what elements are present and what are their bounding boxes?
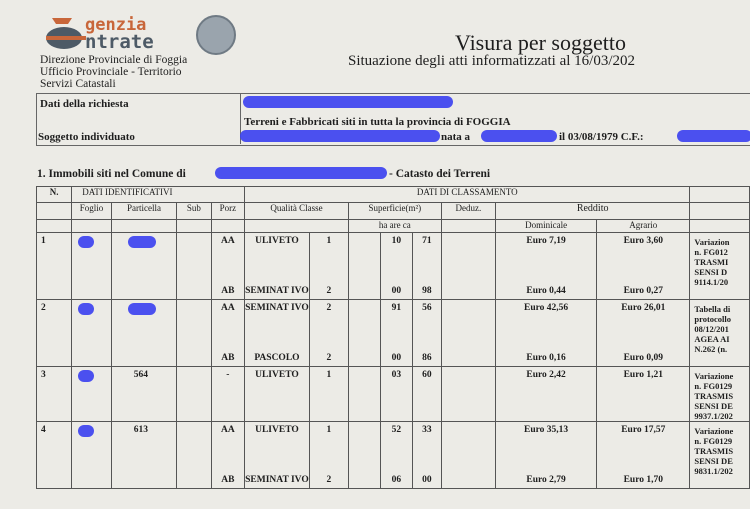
cell-classe: 2: [326, 353, 332, 363]
document-subtitle: Situazione degli atti informatizzati al 16/03/202: [348, 53, 636, 69]
cell-qualita: [245, 233, 310, 300]
cell-deduz: [441, 300, 495, 367]
cell-dominicale: [495, 422, 596, 489]
cell-agrario: [597, 367, 690, 422]
cell-agrario: [597, 233, 690, 300]
header-particella: Particella: [111, 203, 176, 220]
redacted-text: [78, 303, 94, 315]
cell-are: [380, 233, 413, 300]
redacted-text: [677, 130, 750, 142]
table-row: [37, 367, 750, 422]
cell-sub: [177, 367, 211, 422]
cell-n: [37, 233, 72, 300]
header-reddito: Reddito: [495, 203, 689, 220]
cell-particella: [111, 422, 176, 489]
cell-dominicale: [495, 367, 596, 422]
redacted-text: [215, 167, 387, 179]
office-line: Servizi Catastali: [40, 78, 116, 90]
logo-text-entrate: ntrate: [85, 31, 154, 53]
redacted-text: [481, 130, 557, 142]
cell-ca: 98: [422, 286, 432, 296]
cell-particella: [111, 367, 176, 422]
cell-note: [690, 300, 750, 367]
cell-spacer: [348, 300, 380, 367]
cell-agrario: [597, 300, 690, 367]
cell-dominicale: [495, 300, 596, 367]
cell-ca: 86: [422, 353, 432, 363]
header-deduz: Deduz.: [441, 203, 495, 220]
cell-spacer: [348, 367, 380, 422]
cell-are: [380, 367, 413, 422]
row-number: 3: [41, 370, 46, 380]
cell-foglio: [72, 367, 112, 422]
note-text: Variazione n. FG0129 TRASMIS SENSI DE 9831.1/202: [694, 426, 734, 476]
cell-porz: [211, 422, 245, 489]
birthplace-label: nata a: [441, 131, 471, 143]
cell-particella: [111, 300, 176, 367]
cell-porz: AB: [221, 286, 235, 296]
cell-foglio: [72, 233, 112, 300]
header-sub: Sub: [177, 203, 211, 220]
territory-text: Terreni e Fabbricati siti in tutta la provincia di FOGGIA: [244, 116, 511, 128]
cell-are: 06: [391, 475, 402, 485]
cell-dom: Euro 2,79: [526, 475, 566, 485]
note-text: Variazion n. FG012 TRASMI SENSI D 9114.1/20: [694, 237, 730, 287]
cell-classe: 1: [326, 370, 332, 380]
cell-spacer: [348, 422, 380, 489]
header-superficie: Superficie(m²): [348, 203, 441, 220]
cell-classe: 1: [326, 425, 332, 435]
redacted-text: [78, 236, 94, 248]
cell-classe: [309, 422, 348, 489]
cell-are: 00: [391, 353, 402, 363]
cell-porz: AA: [221, 236, 235, 246]
cell-are: 03: [391, 370, 402, 380]
header-porz: Porz: [211, 203, 245, 220]
redacted-text: [243, 96, 453, 108]
cell-classe: [309, 300, 348, 367]
cell-deduz: [441, 422, 495, 489]
logo-text-agenzia: genzia: [85, 15, 147, 35]
cell-agr: Euro 0,27: [623, 286, 663, 296]
cell-qualita: SEMINAT IVO: [245, 475, 309, 485]
header-ha-are-ca: ha are ca: [348, 220, 441, 233]
cell-ca: 00: [422, 475, 432, 485]
header-dati-classamento: DATI DI CLASSAMENTO: [245, 187, 690, 203]
cell-dominicale: [495, 233, 596, 300]
cell-classe: 2: [326, 286, 332, 296]
header-dominicale: Dominicale: [495, 220, 596, 233]
cell-n: [37, 367, 72, 422]
row-number: 4: [41, 425, 46, 435]
cell-foglio: [72, 300, 112, 367]
cell-agrario: [597, 422, 690, 489]
request-label: Dati della richiesta: [40, 98, 129, 110]
cell-classe: 2: [326, 303, 332, 313]
cell-ca: 60: [422, 370, 432, 380]
particella-value: 613: [133, 425, 149, 435]
subject-label: Soggetto individuato: [38, 131, 135, 143]
particella-value: 564: [133, 370, 149, 380]
note-text: Tabella di protocollo 08/12/201 AGEA AI N.262 (n.: [694, 304, 732, 354]
cell-porz: [211, 300, 245, 367]
cell-ca: 71: [422, 236, 432, 246]
cell-sub: [177, 233, 211, 300]
cell-are: 52: [391, 425, 402, 435]
cell-qualita: SEMINAT IVO: [245, 286, 309, 296]
cell-foglio: [72, 422, 112, 489]
cell-are: 10: [391, 236, 402, 246]
republic-seal-icon: [196, 15, 236, 55]
cell-porz: AA: [221, 303, 235, 313]
cell-ca: [413, 422, 442, 489]
cell-classe: 1: [326, 236, 332, 246]
document-title: Visura per soggetto: [455, 30, 626, 55]
table-row: [37, 422, 750, 489]
table-row: [37, 233, 750, 300]
header-dati-identificativi: DATI IDENTIFICATIVI: [72, 187, 245, 203]
redacted-text: [128, 303, 156, 315]
cell-ca: 56: [422, 303, 432, 313]
cell-ca: [413, 367, 442, 422]
office-line: Direzione Provinciale di Foggia: [40, 54, 188, 66]
cell-deduz: [441, 367, 495, 422]
cell-dom: Euro 7,19: [526, 236, 566, 246]
cell-qualita: ULIVETO: [255, 370, 299, 380]
properties-table: [36, 186, 750, 489]
cell-dom: Euro 2,42: [526, 370, 566, 380]
cell-agr: Euro 1,70: [623, 475, 663, 485]
cell-are: 00: [391, 286, 402, 296]
cell-dom: Euro 35,13: [524, 425, 569, 435]
cell-deduz: [441, 233, 495, 300]
agency-logo-icon: [42, 16, 86, 52]
header-agrario: Agrario: [597, 220, 690, 233]
cell-classe: 2: [326, 475, 332, 485]
redacted-text: [128, 236, 156, 248]
cell-note: [690, 367, 750, 422]
cell-dom: Euro 0,44: [526, 286, 566, 296]
note-text: Variazione n. FG0129 TRASMIS SENSI DE 9937.1/202: [694, 371, 734, 421]
cell-qualita: ULIVETO: [255, 425, 299, 435]
row-number: 1: [41, 236, 46, 246]
cell-classe: [309, 367, 348, 422]
cell-ca: [413, 233, 442, 300]
cell-dom: Euro 0,16: [526, 353, 566, 363]
cell-qualita: [245, 422, 310, 489]
redacted-text: [78, 425, 94, 437]
cell-n: [37, 422, 72, 489]
cell-note: [690, 422, 750, 489]
cell-porz: AB: [221, 353, 235, 363]
header-foglio: Foglio: [72, 203, 112, 220]
cell-are: [380, 422, 413, 489]
cell-sub: [177, 300, 211, 367]
cell-qualita: [245, 300, 310, 367]
cell-are: [380, 300, 413, 367]
section-title: 1. Immobili siti nel Comune di: [37, 168, 186, 180]
cell-agr: Euro 3,60: [623, 236, 663, 246]
cell-are: 91: [391, 303, 402, 313]
cell-porz: [211, 367, 245, 422]
cell-ca: [413, 300, 442, 367]
redacted-text: [78, 370, 94, 382]
cell-porz: -: [226, 370, 230, 380]
cell-qualita: SEMINAT IVO: [245, 303, 309, 313]
office-info: [40, 54, 187, 90]
table-row: [37, 300, 750, 367]
section-suffix: - Catasto dei Terreni: [389, 168, 491, 180]
cell-sub: [177, 422, 211, 489]
cell-spacer: [348, 233, 380, 300]
cell-agr: Euro 1,21: [623, 370, 663, 380]
cell-agr: Euro 17,57: [621, 425, 666, 435]
cell-porz: [211, 233, 245, 300]
cell-classe: [309, 233, 348, 300]
header-n: N.: [37, 187, 72, 203]
cell-qualita: [245, 367, 310, 422]
header-qualita-classe: Qualità Classe: [245, 203, 349, 220]
cell-dom: Euro 42,56: [524, 303, 569, 313]
birth-info: il 03/08/1979 C.F.:: [559, 131, 644, 143]
row-number: 2: [41, 303, 46, 313]
cell-qualita: ULIVETO: [255, 236, 299, 246]
cell-note: [690, 233, 750, 300]
office-line: Ufficio Provinciale - Territorio: [40, 66, 182, 78]
cell-agr: Euro 26,01: [621, 303, 666, 313]
cell-particella: [111, 233, 176, 300]
cell-porz: AB: [221, 475, 235, 485]
cell-ca: 33: [422, 425, 432, 435]
cell-porz: AA: [221, 425, 235, 435]
cell-agr: Euro 0,09: [623, 353, 663, 363]
redacted-text: [240, 130, 440, 142]
cell-n: [37, 300, 72, 367]
cell-qualita: PASCOLO: [254, 353, 300, 363]
